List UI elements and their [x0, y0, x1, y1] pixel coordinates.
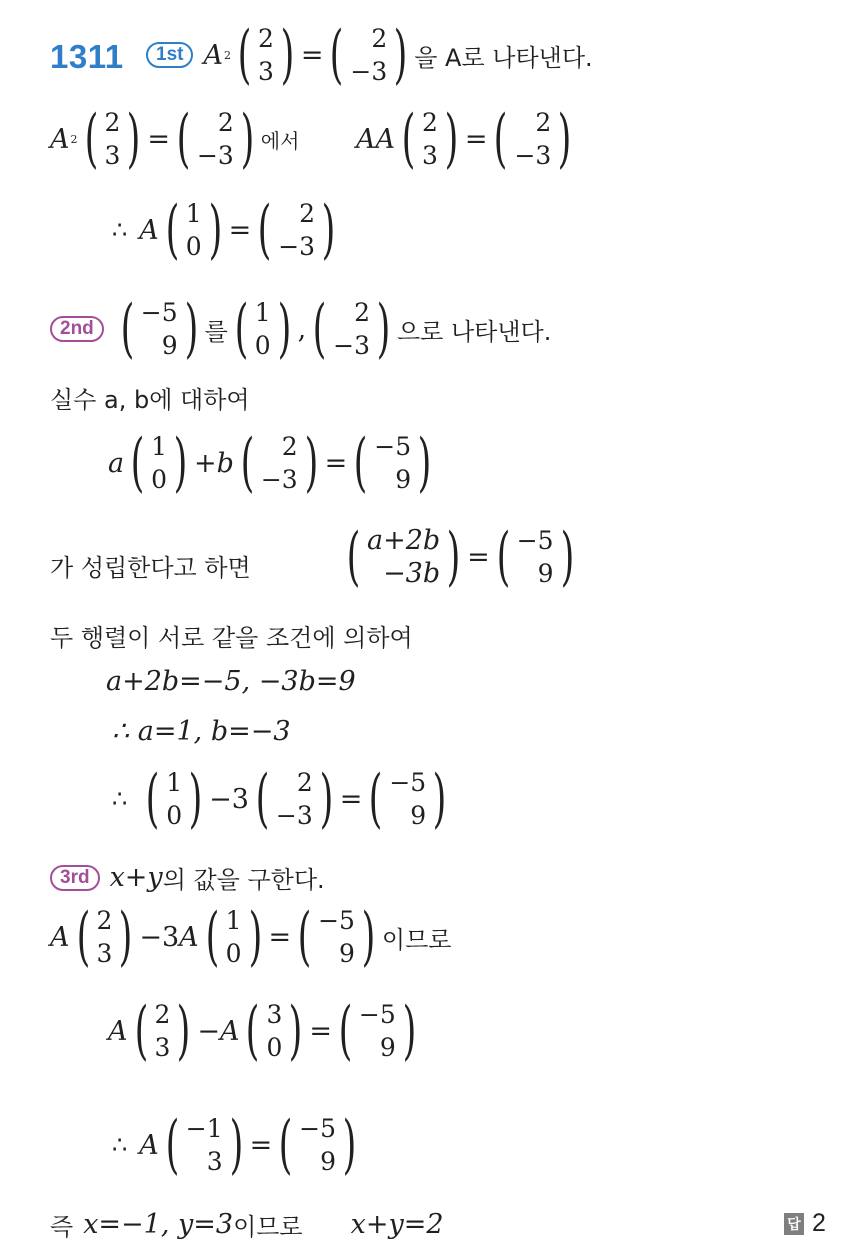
- equation-line-2: A 2 ( 2 3 ) = ( 2 −3 ) 에서: [50, 102, 300, 176]
- equation-line-14: A ( 2 3 ) − A ( 3 0 ) = ( −5 9 ): [108, 994, 417, 1068]
- step2-line: 2nd ( −5 9 ) 를 ( 1 0 ) , ( 2 −3 ) 으로 나타낸다.: [50, 296, 551, 362]
- line-10: ∴ a=1, b=−3: [112, 716, 291, 747]
- final-line: 즉 x=−1, y=3 이므로 x+y=2: [50, 1209, 444, 1241]
- step1-text: 을 A로 나타낸다.: [414, 43, 593, 72]
- step2-text: 으로 나타낸다.: [397, 317, 552, 346]
- step3-text: 의 값을 구한다.: [162, 866, 325, 894]
- equation-line-6: a ( 1 0 ) + b ( 2 −3 ) = ( −5 9 ): [108, 426, 432, 500]
- equation-line-15: ∴ A ( −1 3 ) = ( −5 9 ): [112, 1108, 357, 1182]
- step1-badge: 1st: [146, 42, 193, 68]
- line-5: 실수 a, b에 대하여: [50, 386, 250, 414]
- problem-number: 1311: [50, 38, 124, 75]
- answer: [784, 1209, 826, 1238]
- equation-line-13: A ( 2 3 ) −3 A ( 1 0 ) = ( −5 9 ) 이므로: [50, 900, 452, 974]
- line-8: 두 행렬이 서로 같을 조건에 의하여: [50, 624, 413, 652]
- step3-badge: 3rd: [50, 865, 100, 891]
- step1-line: 1st A 2 ( 2 3 ) = ( 2 −3 ) 을 A로 나타낸다.: [146, 22, 593, 88]
- equation-line-7: ( a+2b −3b ) = ( −5 9 ): [346, 520, 574, 594]
- answer-value: 2: [812, 1209, 826, 1237]
- final-result: x+y=2: [350, 1209, 444, 1240]
- equation-line-3: ∴ A ( 1 0 ) = ( 2 −3 ): [112, 193, 336, 267]
- answer-icon: 답: [784, 1213, 804, 1235]
- line-9: a+2b=−5, −3b=9: [106, 666, 356, 697]
- line-7: 가 성립한다고 하면: [50, 554, 251, 582]
- step3-line: 3rd x+y 의 값을 구한다.: [50, 860, 325, 895]
- equation-line-11: ∴ ( 1 0 ) −3 ( 2 −3 ) = ( −5 9 ): [112, 762, 447, 836]
- equation-line-2b: AA ( 2 3 ) = ( 2 −3 ): [356, 102, 572, 176]
- step2-badge: 2nd: [50, 316, 104, 342]
